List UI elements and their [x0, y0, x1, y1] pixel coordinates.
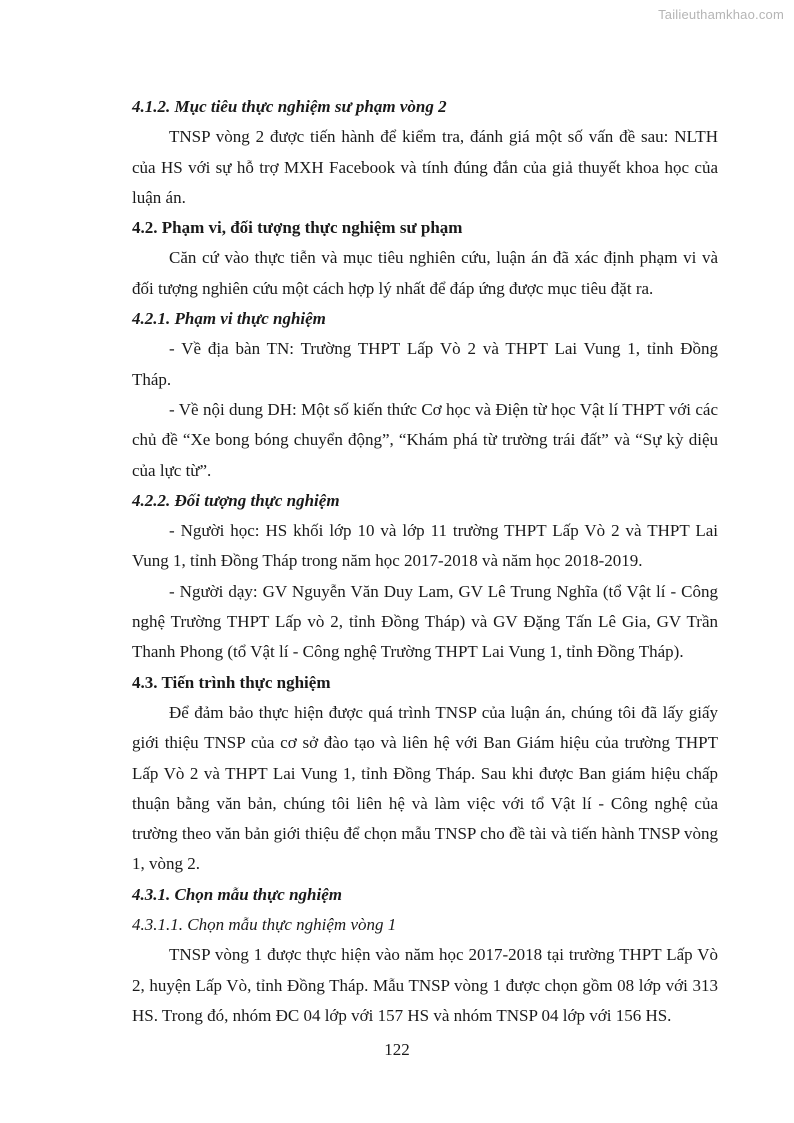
paragraph: TNSP vòng 2 được tiến hành để kiểm tra, đánh giá một số vấn đề sau: NLTH của HS với sự hỗ trợ MXH Facebook và tính đúng đắn của giả thuyết khoa học của luận án. [132, 127, 718, 207]
section-heading-4-1-2: 4.1.2. Mục tiêu thực nghiệm sư phạm vòng 2 [132, 97, 447, 116]
page-number: 122 [384, 1040, 410, 1059]
section-heading-4-3-1-1: 4.3.1.1. Chọn mẫu thực nghiệm vòng 1 [132, 915, 397, 935]
section-heading-4-2-2: 4.2.2. Đối tượng thực nghiệm [132, 490, 340, 510]
watermark-text: Tailieuthamkhao.com [658, 7, 784, 22]
bullet-paragraph: - Về nội dung DH: Một số kiến thức Cơ học và Điện từ học Vật lí THPT với các chủ đề “Xe bong bóng chuyển động”, “Khám phá từ trường trái đất” và “Sự kỳ diệu của lực từ”. [132, 399, 718, 480]
paragraph: TNSP vòng 1 được thực hiện vào năm học 2017-2018 tại trường THPT Lấp Vò 2, huyện Lấp Vò, tỉnh Đồng Tháp. Mẫu TNSP vòng 1 được chọn gồm 08 lớp với 313 HS. Trong đó, nhóm ĐC 04 lớp với 157 HS và nhóm TNSP 04 lớp với 156 HS. [132, 945, 718, 1025]
section-heading-4-3-1: 4.3.1. Chọn mẫu thực nghiệm [132, 884, 342, 904]
bullet-paragraph: - Về địa bàn TN: Trường THPT Lấp Vò 2 và THPT Lai Vung 1, tỉnh Đồng Tháp. [132, 339, 718, 389]
bullet-paragraph: - Người dạy: GV Nguyễn Văn Duy Lam, GV Lê Trung Nghĩa (tổ Vật lí - Công nghệ Trường THPT Lấp vò 2, tỉnh Đồng Tháp) và GV Đặng Tấn Lê Gia, GV Trần Thanh Phong (tổ Vật lí - Công nghệ Trường THPT Lai Vung 1, tỉnh Đồng Tháp). [132, 581, 718, 662]
section-heading-4-2: 4.2. Phạm vi, đối tượng thực nghiệm sư phạm [132, 218, 463, 238]
section-heading-4-2-1: 4.2.1. Phạm vi thực nghiệm [132, 309, 326, 329]
section-heading-4-3: 4.3. Tiến trình thực nghiệm [132, 672, 331, 692]
bullet-paragraph: - Người học: HS khối lớp 10 và lớp 11 trường THPT Lấp Vò 2 và THPT Lai Vung 1, tỉnh Đồng Tháp trong năm học 2017-2018 và năm học 2018-2019. [132, 521, 718, 571]
paragraph: Căn cứ vào thực tiễn và mục tiêu nghiên cứu, luận án đã xác định phạm vi và đối tượng nghiên cứu một cách hợp lý nhất để đáp ứng được mục tiêu đặt ra. [132, 248, 718, 298]
paragraph: Để đảm bảo thực hiện được quá trình TNSP của luận án, chúng tôi đã lấy giấy giới thiệu TNSP của cơ sở đào tạo và liên hệ với Ban Giám hiệu của trường THPT Lấp Vò 2 và THPT Lai Vung 1, tỉnh Đồng Tháp. Sau khi được Ban giám hiệu chấp thuận bằng văn bản, chúng tôi liên hệ và làm việc với tổ Vật lí - Công nghệ của trường theo văn bản giới thiệu để chọn mẫu TNSP cho đề tài và tiến hành TNSP vòng 1, vòng 2. [132, 702, 718, 874]
document-body [132, 92, 718, 1031]
